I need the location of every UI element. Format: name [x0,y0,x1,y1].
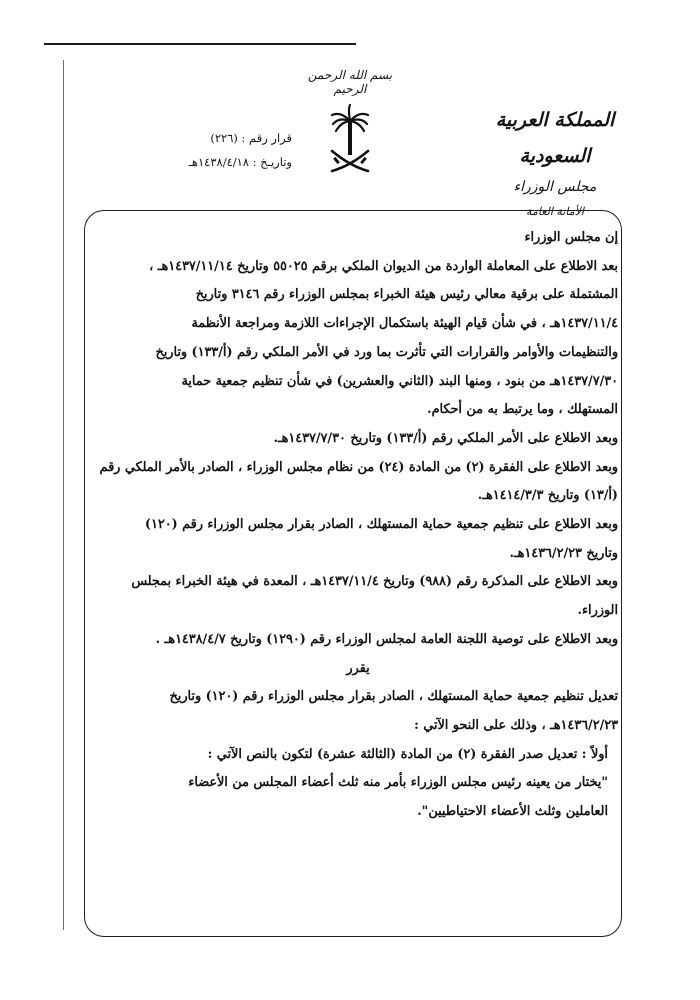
body-line: المشتملة على برقية معالي رئيس هيئة الخبراء بمجلس الوزراء رقم ٣١٤٦ وتاريخ [195,287,618,303]
body-line: وبعد الاطلاع على الأمر الملكي رقم (أ/١٣٣) وتاريخ ١٤٣٧/٧/٣٠هـ. [273,430,618,446]
resolves-heading: يقرر [346,660,370,676]
top-rule [44,43,356,45]
decision-number: قرار رقم : (٢٢٦) [210,131,292,145]
body-line: وتاريخ ١٤٣٦/٢/٢٣هـ. [509,545,618,561]
general-secretariat: الأمانة العامة [526,205,584,218]
opening-line: إن مجلس الوزراء [524,230,618,245]
body-line: الوزراء. [577,603,618,619]
left-margin-rule [63,60,64,930]
saudi-emblem-icon [327,103,373,179]
body-line: ١٤٣٧/١١/٤هـ ، في شأن قيام الهيئة باستكمال الإجراءات اللازمة ومراجعة الأنظمة [191,316,618,332]
body-line: (أ/١٣) وتاريخ ١٤١٤/٣/٣هـ. [477,488,618,504]
clause-quote-line: "يختار من يعينه رئيس مجلس الوزراء بأمر منه ثلث أعضاء المجلس من الأعضاء [188,775,608,791]
decision-body [98,224,618,827]
council-name: مجلس الوزراء [513,179,597,195]
body-line: وبعد الاطلاع على المذكرة رقم (٩٨٨) وتاريخ ١٤٣٧/١١/٤هـ ، المعدة في هيئة الخبراء بمجلس [131,574,618,590]
body-line: وبعد الاطلاع على توصية اللجنة العامة لمجلس الوزراء رقم (١٢٩٠) وتاريخ ١٤٣٨/٤/٧هـ . [155,631,618,647]
clause-first: أولاً : تعديل صدر الفقرة (٢) من المادة (الثالثة عشرة) لتكون بالنص الآتي : [207,746,608,762]
body-line: المستهلك ، وما يرتبط به من أحكام. [427,402,618,418]
body-line: وبعد الاطلاع على تنظيم جمعية حماية المستهلك ، الصادر بقرار مجلس الوزراء رقم (١٢٠) [144,517,618,533]
body-line: تعديل تنظيم جمعية حماية المستهلك ، الصادر بقرار مجلس الوزراء رقم (١٢٠) وتاريخ [169,689,618,705]
kingdom-name: المملكة العربية السعودية [495,109,615,167]
body-line: بعد الاطلاع على المعاملة الواردة من الديوان الملكي برقم ٥٥٠٢٥ وتاريخ ١٤٣٧/١١/١٤هـ ، [149,258,618,274]
body-line: وبعد الاطلاع على الفقرة (٢) من المادة (٢٤) من نظام مجلس الوزراء ، الصادر بالأمر الملكي رقم [99,459,618,475]
decision-reference [182,126,292,174]
body-line: ١٤٣٧/٧/٣٠هـ من بنود ، ومنها البند (الثاني والعشرين) في شأن تنظيم جمعية حماية [181,373,618,389]
basmala-calligraphy: بسم الله الرحمن الرحيم [307,68,393,96]
clause-quote-line: العاملين وثلث الأعضاء الاحتياطيين". [417,804,608,820]
decision-date: وتاريـخ : ١٤٣٨/٤/١٨هـ [188,155,292,169]
body-line: والتنظيمات والأوامر والقرارات التي تأثرت بما ورد في الأمر الملكي رقم (أ/١٣٣) وتاريخ [155,344,618,360]
body-line: ١٤٣٦/٢/٢٣هـ ، وذلك على النحو الآتي : [414,717,618,733]
issuing-authority-header [460,102,650,224]
